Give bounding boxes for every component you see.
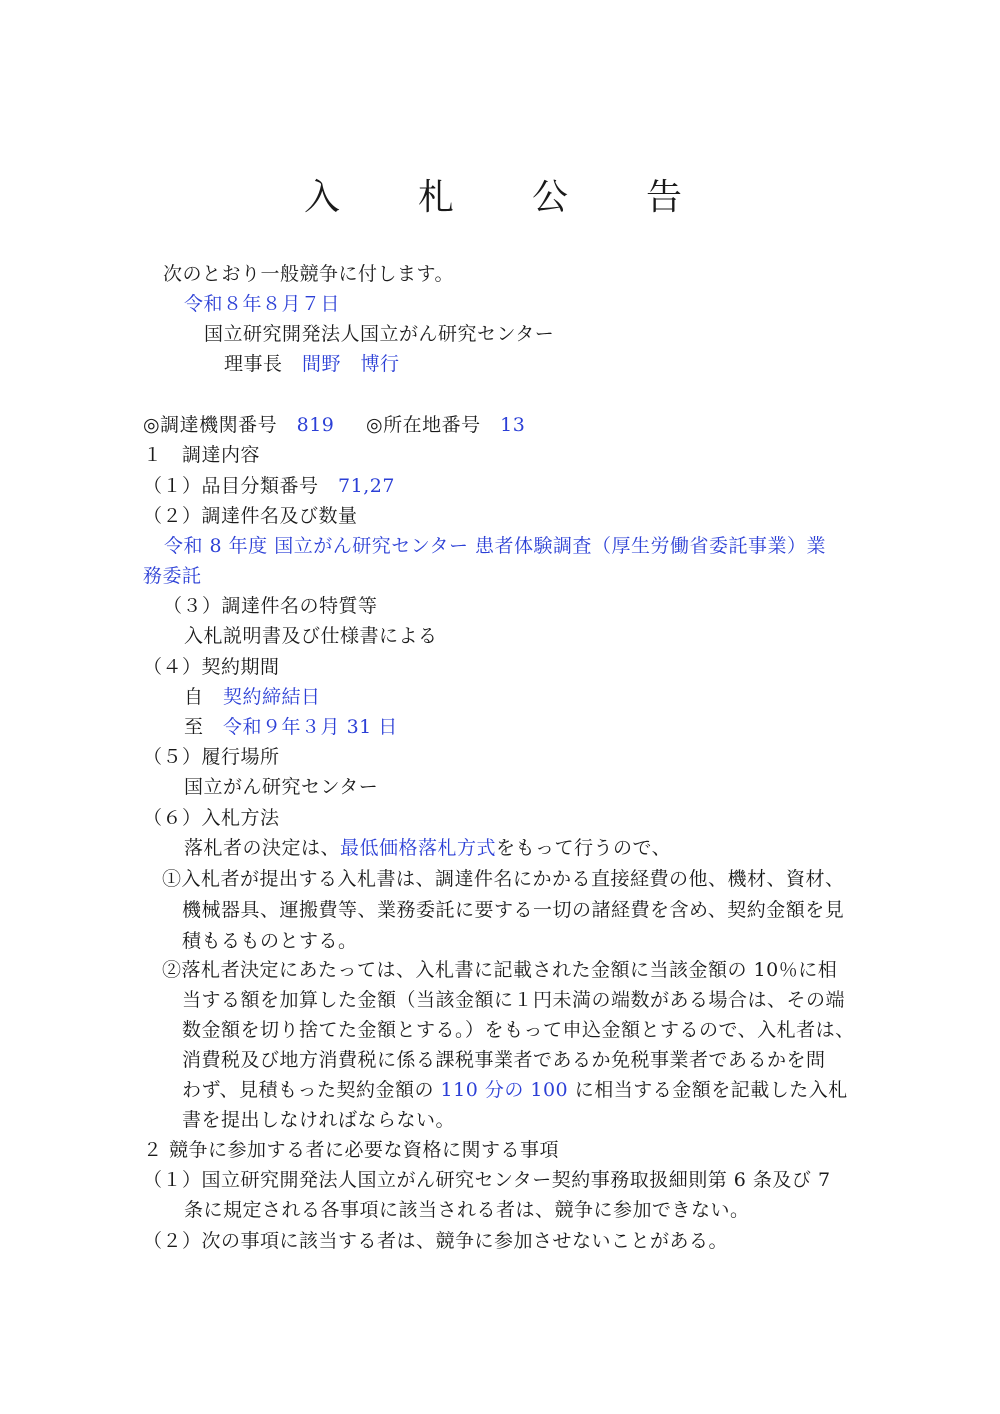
contract-from-value: 契約締結日 <box>223 686 321 708</box>
bid-paragraph-2-line: ②落札者決定にあたっては、入札書に記載された金額に当該金額の 10％に相 <box>162 959 838 981</box>
bid-paragraph-1-line: 積もるものとする。 <box>182 930 358 952</box>
bid-paragraph-2-line: 当する額を加算した金額（当該金額に１円未満の端数がある場合は、その端 <box>182 989 846 1011</box>
contract-to-value: 令和９年３月 31 日 <box>223 716 398 738</box>
item-1-1-label: （１）品目分類番号 <box>143 475 319 497</box>
director-line <box>224 352 400 376</box>
title-char: 札 <box>418 177 455 218</box>
agency-number-label: ◎調達機関番号 <box>143 414 278 436</box>
intro-text: 次のとおり一般競争に付します。 <box>163 263 454 285</box>
title-char: 入 <box>304 177 341 218</box>
contract-from-line <box>184 685 321 709</box>
item-2-1-line: 条に規定される各事項に該当される者は、競争に参加できない。 <box>184 1199 750 1221</box>
organization-name: 国立研究開発法人国立がん研究センター <box>204 323 555 345</box>
item-1-1-value: 71,27 <box>338 475 395 497</box>
director-title: 理事長 <box>224 353 283 375</box>
section-1-heading: １ 調達内容 <box>143 444 261 466</box>
bid-method-value: 最低価格落札方式 <box>340 837 497 859</box>
bid-method-line <box>184 836 671 860</box>
section-2-heading: ２ 競争に参加する者に必要な資格に関する事項 <box>143 1139 560 1161</box>
agency-number-line <box>143 413 334 437</box>
item-1-4-label: （４）契約期間 <box>143 656 280 678</box>
bid-method-pre: 落札者の決定は、 <box>184 837 341 859</box>
location-number-label: ◎所在地番号 <box>366 414 481 436</box>
item-1-1 <box>143 474 395 498</box>
bid-paragraph-2-line: 数金額を切り捨てた金額とする。）をもって申込金額とするので、入札者は、 <box>182 1019 855 1041</box>
item-1-2-value-line-2: 務委託 <box>143 565 202 587</box>
location-number-value: 13 <box>500 414 526 436</box>
item-2-1-line: （１）国立研究開発法人国立がん研究センター契約事務取扱細則第 6 条及び 7 <box>143 1169 831 1191</box>
item-1-2-label: （２）調達件名及び数量 <box>143 505 358 527</box>
director-name: 間野 博行 <box>302 353 400 375</box>
bid-ratio-value: 110 分の 100 <box>440 1079 569 1101</box>
bid-paragraph-1-line: 機械器具、運搬費等、業務委託に要する一切の諸経費を含め、契約金額を見 <box>182 899 845 921</box>
bid-ratio-pre: わず、見積もった契約金額の <box>182 1079 441 1101</box>
contract-to-line <box>184 715 398 739</box>
document-title <box>0 176 1000 220</box>
item-1-6-label: （６）入札方法 <box>143 807 280 829</box>
title-char: 公 <box>532 177 569 218</box>
bid-paragraph-2-line: 書を提出しなければならない。 <box>182 1109 456 1131</box>
bid-paragraph-2-line <box>182 1078 848 1102</box>
contract-from-label: 自 <box>184 686 204 708</box>
item-1-5-label: （５）履行場所 <box>143 746 280 768</box>
bid-paragraph-2-line: 消費税及び地方消費税に係る課税事業者であるか免税事業者であるかを問 <box>182 1049 826 1071</box>
bid-paragraph-1-line: ①入札者が提出する入札書は、調達件名にかかる直接経費の他、機材、資材、 <box>162 868 845 890</box>
notice-date: 令和８年８月７日 <box>184 293 341 315</box>
title-char: 告 <box>646 177 683 218</box>
item-1-5-value: 国立がん研究センター <box>184 776 379 798</box>
item-2-2: （２）次の事項に該当する者は、競争に参加させないことがある。 <box>143 1230 729 1252</box>
location-number-line <box>366 413 525 437</box>
item-1-3-value: 入札説明書及び仕様書による <box>184 625 438 647</box>
contract-to-label: 至 <box>184 716 204 738</box>
bid-ratio-post: に相当する金額を記載した入札 <box>568 1079 848 1101</box>
bid-method-post: をもって行うので、 <box>496 837 672 859</box>
item-1-2-value-line-1: 令和 8 年度 国立がん研究センター 患者体験調査（厚生労働省委託事業）業 <box>164 535 826 557</box>
item-1-3-label: （３）調達件名の特質等 <box>163 595 378 617</box>
agency-number-value: 819 <box>296 414 335 436</box>
